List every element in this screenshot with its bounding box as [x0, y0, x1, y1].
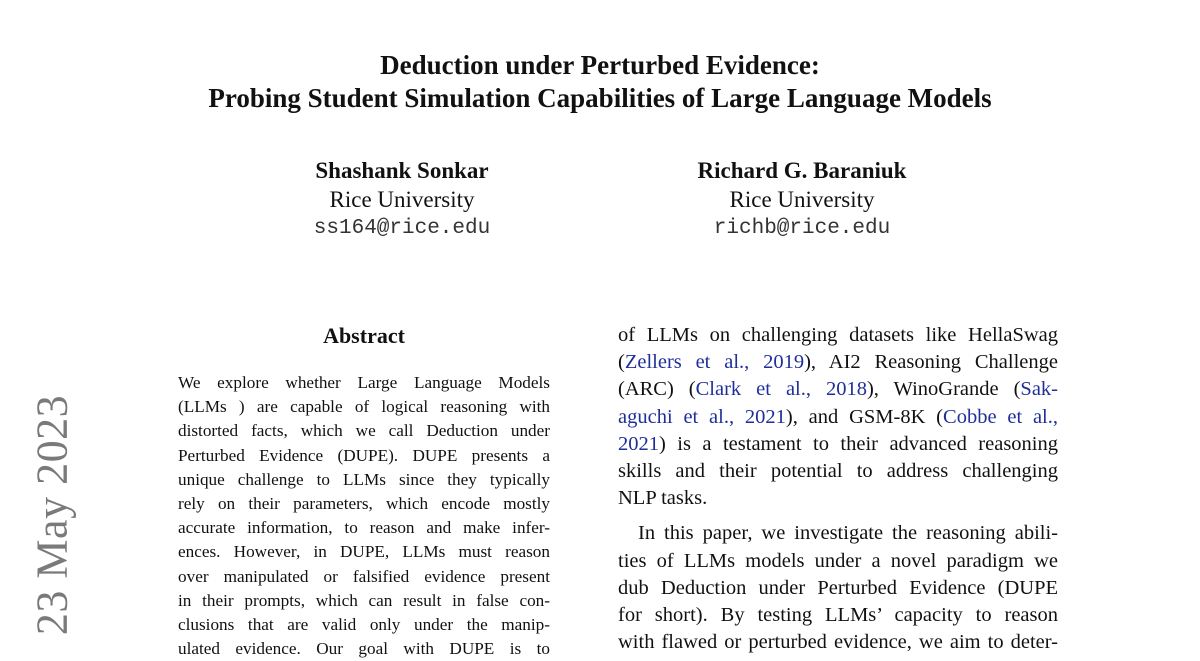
abstract-line: distorted facts, which we call Deduction under	[178, 421, 550, 441]
intro-line: In this paper, we investigate the reasoning abili-	[638, 522, 1058, 545]
abstract-heading: Abstract	[323, 323, 405, 348]
author-email: ss164@rice.edu	[313, 217, 491, 240]
abstract-line: (LLMs ) are capable of logical reasoning with	[178, 397, 550, 417]
intro-line: with flawed or perturbed evidence, we aim to deter-	[618, 631, 1058, 654]
abstract-line: unique challenge to LLMs since they typically	[178, 469, 550, 489]
abstract-line: We explore whether Large Language Models	[178, 373, 550, 392]
abstract-line: rely on their parameters, which encode mostly	[178, 494, 550, 514]
citation-link[interactable]: 2021	[618, 432, 659, 455]
abstract-line: in their prompts, which can result in false con-	[178, 590, 550, 610]
intro-line: ties of LLMs models under a novel paradigm we	[618, 549, 1058, 572]
intro-line: skills and their potential to address challenging	[618, 460, 1058, 483]
citation-link[interactable]: Zellers et al., 2019	[624, 351, 805, 374]
abstract-line: over manipulated or falsified evidence present	[178, 566, 550, 586]
author-block-2	[642, 156, 962, 243]
citation-link[interactable]: aguchi et al., 2021	[618, 405, 786, 428]
author-affiliation: Rice University	[729, 187, 875, 212]
author-affiliation: Rice University	[329, 187, 475, 212]
abstract-line: ences. However, in DUPE, LLMs must reason	[178, 542, 550, 562]
author-name: Shashank Sonkar	[315, 158, 489, 183]
arxiv-date-stamp: 23 May 2023	[27, 394, 77, 636]
citation-link[interactable]: Clark et al., 2018	[695, 378, 867, 401]
intro-line: for short). By testing LLMs’ capacity to reason	[618, 604, 1058, 627]
intro-line: NLP tasks.	[618, 487, 708, 510]
intro-line: 2021) is a testament to their advanced reasoning	[618, 432, 1058, 455]
intro-line: aguchi et al., 2021), and GSM-8K (Cobbe et al.,	[618, 405, 1058, 428]
intro-line: dub Deduction under Perturbed Evidence (DUPE	[618, 576, 1058, 599]
abstract-line: Perturbed Evidence (DUPE). DUPE presents a	[178, 445, 550, 465]
citation-link[interactable]: Sak-	[1020, 378, 1058, 401]
abstract-line: clusions that are valid only under the manip-	[178, 615, 550, 635]
paper-title-line-1: Deduction under Perturbed Evidence:	[380, 50, 820, 80]
author-name: Richard G. Baraniuk	[697, 158, 907, 183]
intro-line: of LLMs on challenging datasets like HellaSwag	[618, 324, 1058, 346]
intro-line: (ARC) (Clark et al., 2018), WinoGrande (Sak-	[618, 378, 1058, 401]
abstract-line: accurate information, to reason and make infer-	[178, 518, 550, 538]
author-block-1	[242, 156, 562, 243]
intro-line: (Zellers et al., 2019), AI2 Reasoning Challenge	[618, 351, 1058, 374]
abstract-body	[178, 371, 550, 661]
citation-link[interactable]: Cobbe et al.,	[943, 405, 1058, 428]
introduction-body	[618, 322, 1058, 656]
author-email: richb@rice.edu	[713, 217, 891, 240]
paper-title-line-2: Probing Student Simulation Capabilities of Large Language Models	[208, 83, 992, 113]
abstract-line: ulated evidence. Our goal with DUPE is to	[178, 639, 550, 659]
